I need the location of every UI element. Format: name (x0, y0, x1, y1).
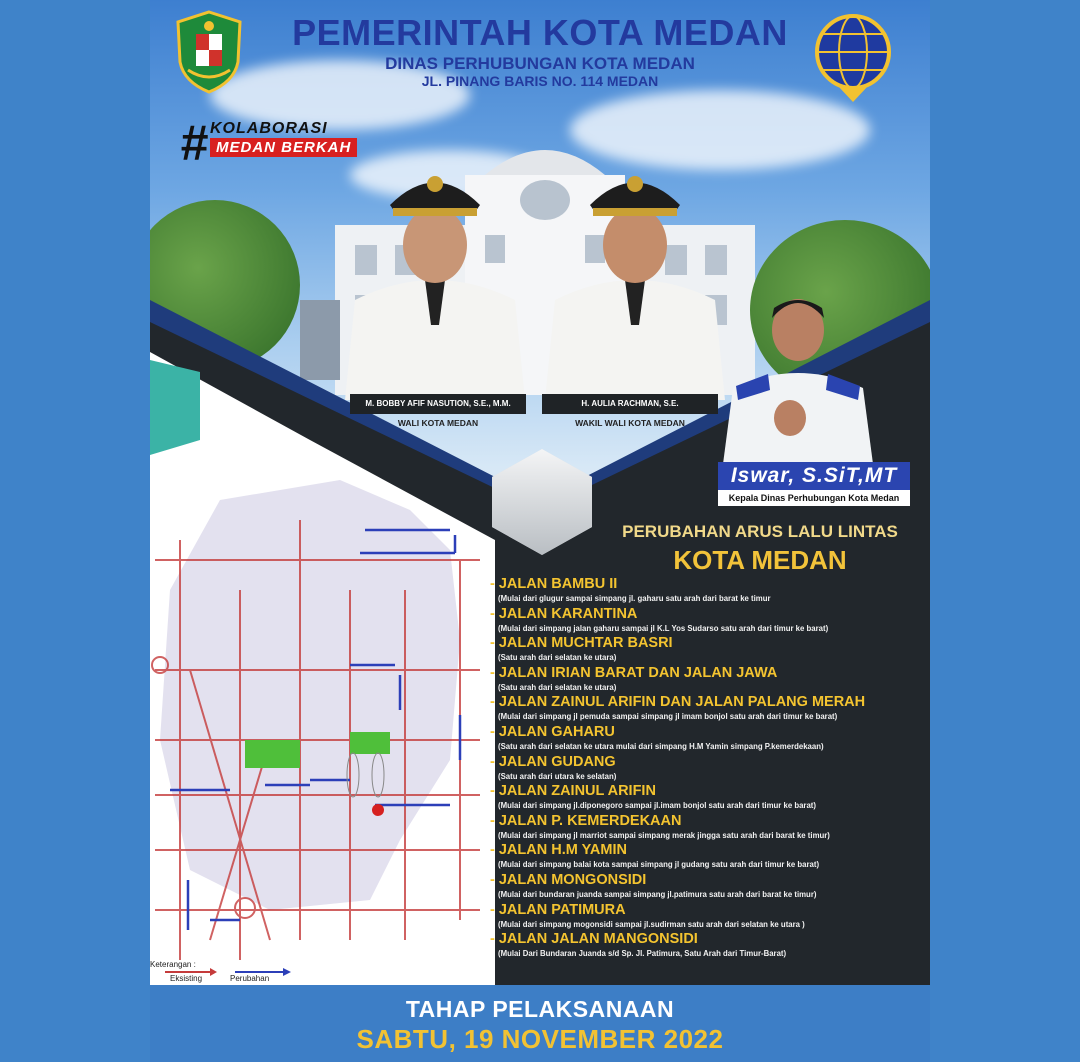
list-item (490, 635, 920, 665)
street-name: - JALAN H.M YAMIN (490, 842, 627, 859)
street-desc: (Mulai dari bundaran juanda sampai simpang jl.patimura satu arah dari barat ke timur) (498, 889, 817, 899)
list-item (490, 724, 920, 754)
page-title: PEMERINTAH KOTA MEDAN (292, 12, 788, 53)
kadis-portrait (718, 278, 878, 464)
list-item (490, 694, 920, 724)
list-item (490, 842, 920, 872)
legend-arrows (165, 968, 295, 976)
street-name: - JALAN MONGONSIDI (490, 871, 647, 888)
legend-change-label: Perubahan (230, 974, 270, 983)
legend-existing-label: Eksisting (170, 974, 203, 983)
list-item (490, 872, 920, 902)
street-name: - JALAN KARANTINA (490, 605, 638, 622)
mayor-name: M. BOBBY AFIF NASUTION, S.E., M.M. (350, 394, 526, 414)
list-item (490, 931, 920, 961)
hash-symbol: # (180, 115, 208, 171)
mayor-role: WALI KOTA MEDAN (397, 418, 479, 428)
street-desc: (Satu arah dari selatan ke utara) (498, 653, 617, 663)
street-name: - JALAN ZAINUL ARIFIN DAN JALAN PALANG MERAH (490, 694, 866, 711)
street-name: - JALAN JALAN MANGONSIDI (490, 931, 698, 948)
street-name: - JALAN GAHARU (490, 723, 615, 740)
legend-title: Keterangan : (150, 960, 196, 969)
street-desc: (Mulai dari simpang mogonsidi sampai jl.sudirman satu arah dari selatan ke utara ) (498, 919, 805, 929)
street-desc: (Mulai dari simpang jl pemuda sampai simpang jl imam bonjol satu arah dari timur ke barat) (498, 712, 838, 722)
list-item (490, 576, 920, 606)
vice-mayor-portrait (535, 150, 735, 400)
street-desc: (Mulai dari simpang jl.diponegoro sampai jl.imam bonjol satu arah dari timur ke barat) (498, 801, 816, 811)
vice-mayor-name: H. AULIA RACHMAN, S.E. (542, 394, 718, 414)
street-name: - JALAN ZAINUL ARIFIN (490, 783, 656, 800)
hexagon-decoration (488, 447, 596, 557)
hashtag-line1: KOLABORASI (210, 120, 328, 137)
list-item (490, 606, 920, 636)
street-list (490, 576, 920, 961)
street-name: - JALAN BAMBU II (490, 576, 618, 592)
agency-address: JL. PINANG BARIS NO. 114 MEDAN (421, 73, 659, 89)
list-item (490, 813, 920, 843)
footer-phase: TAHAP PELAKSANAAN (405, 996, 675, 1022)
poster (150, 0, 930, 1062)
street-name: - JALAN MUCHTAR BASRI (490, 635, 673, 652)
list-item (490, 754, 920, 784)
street-desc: (Satu arah dari selatan ke utara) (498, 682, 617, 692)
footer-date: SABTU, 19 NOVEMBER 2022 (356, 1024, 724, 1054)
section-city: KOTA MEDAN (673, 545, 847, 575)
kadis-role: Kepala Dinas Perhubungan Kota Medan (718, 490, 910, 506)
park-lapangan-benteng (350, 732, 390, 754)
traffic-route-map (150, 440, 495, 985)
street-name: - JALAN PATIMURA (490, 901, 626, 918)
street-desc: (Mulai dari simpang jl marriot sampai simpang merak jingga satu arah dari barat ke timur) (498, 830, 830, 840)
section-heading: PERUBAHAN ARUS LALU LINTAS (622, 522, 898, 541)
street-desc: (Mulai dari simpang jalan gaharu sampai jl K.L Yos Sudarso satu arah dari timur ke barat) (498, 623, 829, 633)
list-item (490, 783, 920, 813)
agency-name: DINAS PERHUBUNGAN KOTA MEDAN (385, 54, 695, 73)
street-desc: (Mulai Dari Bundaran Juanda s/d Sp. Jl. Patimura, Satu Arah dari Timur-Barat) (498, 949, 787, 959)
street-desc: (Satu arah dari selatan ke utara mulai dari simpang H.M Yamin simpang P.kemerdekaan) (498, 741, 824, 751)
street-name: - JALAN P. KEMERDEKAAN (490, 812, 682, 829)
list-item (490, 665, 920, 695)
street-name: - JALAN IRIAN BARAT DAN JALAN JAWA (490, 664, 778, 681)
street-desc: (Mulai dari simpang balai kota sampai simpang jl gudang satu arah dari timur ke barat) (498, 860, 820, 870)
street-desc: (Satu arah dari utara ke selatan) (498, 771, 617, 781)
hashtag-line2: MEDAN BERKAH (210, 138, 357, 157)
street-name: - JALAN GUDANG (490, 753, 616, 770)
park-lapangan-merdeka (245, 740, 300, 768)
list-item (490, 902, 920, 932)
kadis-name: Iswar, S.SiT,MT (718, 462, 910, 490)
street-desc: (Mulai dari glugur sampai simpang jl. gaharu satu arah dari barat ke timur (498, 594, 771, 603)
vice-mayor-role: WAKIL WALI KOTA MEDAN (575, 418, 685, 428)
mayor-portrait (335, 150, 535, 400)
